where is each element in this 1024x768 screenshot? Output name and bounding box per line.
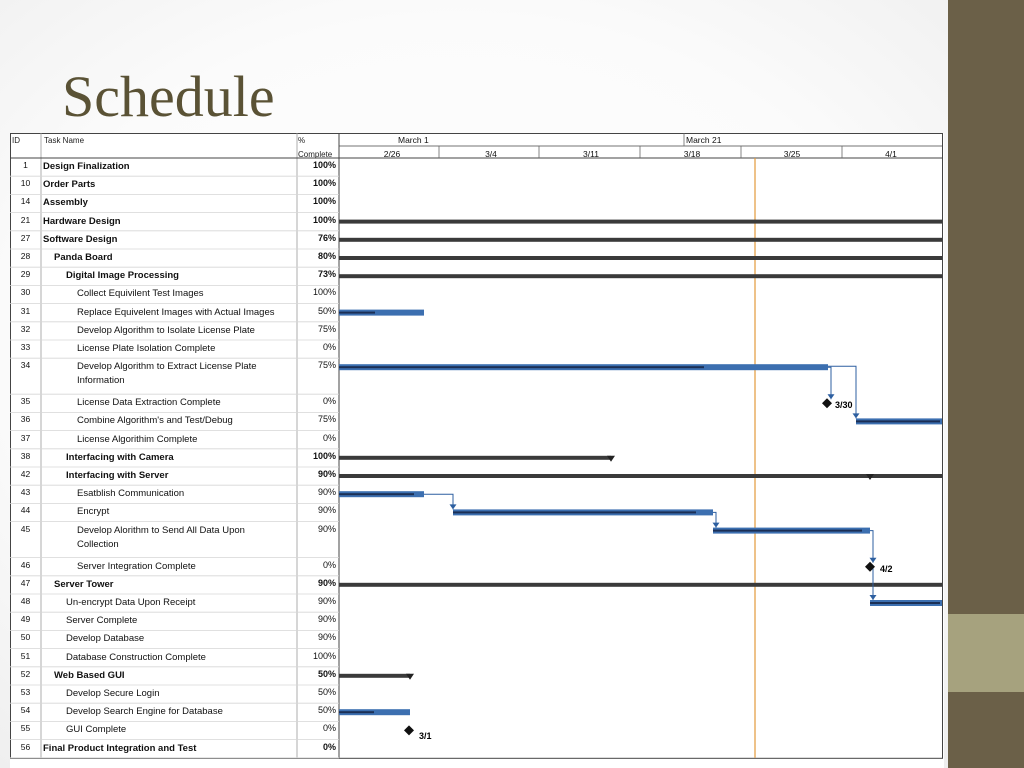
task-name: Order Parts [43,179,96,191]
task-row[interactable] [10,322,339,340]
task-name: Develop Database [66,633,145,645]
task-row[interactable] [10,594,339,612]
task-percent-complete: 90% [317,596,336,606]
dependency-arrow [870,558,877,563]
task-id: 45 [20,523,31,534]
dependency-line [424,494,453,509]
week-label: 4/1 [885,149,897,159]
task-id: 56 [20,741,31,752]
task-percent-complete: 76% [317,232,336,243]
dependency-arrow [828,394,835,399]
task-name: Interfacing with Server [66,470,169,481]
task-percent-complete: 0% [322,432,336,443]
task-row[interactable] [10,340,339,358]
task-name: Web Based GUI [54,669,125,681]
task-percent-complete: 90% [317,505,336,516]
task-id: 32 [20,323,31,334]
task-id: 48 [20,596,31,606]
task-percent-complete: 100% [312,196,336,207]
task-row[interactable] [10,194,339,212]
task-name: License Data Extraction Complete [77,397,221,409]
task-id: 34 [20,360,31,371]
task-row[interactable] [10,449,339,467]
task-percent-complete: 100% [312,650,336,661]
milestone-label: 3/30 [835,400,853,410]
header-task-name: Task Name [44,136,85,145]
task-percent-complete: 0% [322,723,336,734]
task-id: 54 [20,705,31,716]
task-id: 46 [20,559,31,570]
task-row[interactable] [10,703,339,721]
task-name: Develop Alorithm to Send All Data Upon [77,524,245,536]
task-id: 29 [20,269,31,280]
task-percent-complete: 50% [317,305,336,316]
task-id: 31 [20,305,31,316]
task-progress [870,602,940,604]
task-name: Final Product Integration and Test [43,742,197,754]
dependency-arrow [853,413,860,418]
summary-bar [339,674,410,678]
task-percent-complete: 0% [322,396,336,407]
summary-bar [339,274,942,278]
task-id: 55 [20,723,31,734]
task-row[interactable] [10,503,339,521]
task-percent-complete: 0% [322,741,336,752]
task-name: Hardware Design [43,215,121,227]
milestone-label: 4/2 [880,564,893,574]
task-row[interactable] [10,485,339,503]
task-row[interactable] [10,576,339,594]
month-label: March 1 [398,135,429,145]
task-percent-complete: 100% [312,450,336,461]
task-name: Replace Equivelent Images with Actual Images [77,306,275,318]
task-name-continued: Information [77,375,125,387]
task-row[interactable] [10,467,339,485]
task-name: Un-encrypt Data Upon Receipt [66,597,196,608]
task-row[interactable] [10,358,339,394]
task-id: 35 [20,396,31,407]
task-progress [339,711,374,713]
task-id: 37 [20,432,31,443]
task-name: Esatblish Communication [77,488,185,500]
dependency-arrow [713,523,720,528]
task-percent-complete: 90% [317,523,336,534]
task-name: Develop Algorithm to Extract License Plate [77,361,257,373]
side-accent [948,614,1024,692]
task-id: 51 [20,650,31,661]
task-id: 21 [20,214,31,225]
task-percent-complete: 90% [317,632,336,643]
task-row[interactable] [10,740,339,758]
task-row[interactable] [10,285,339,303]
summary-bar [339,456,611,460]
task-name-continued: Collection [77,538,119,550]
task-id: 30 [20,287,31,298]
task-id: 33 [20,342,31,352]
milestone-diamond [822,398,832,408]
task-percent-complete: 100% [312,160,336,170]
task-id: 14 [20,196,31,207]
task-row[interactable] [10,649,339,667]
task-row[interactable] [10,667,339,685]
task-row[interactable] [10,231,339,249]
task-name: GUI Complete [66,724,127,736]
gantt-chart [10,133,944,768]
week-label: 3/25 [783,149,801,159]
task-name: Encrypt [77,506,110,518]
task-name: Develop Secure Login [66,688,160,699]
task-name: Database Construction Complete [66,651,206,663]
summary-bar [339,220,942,224]
month-label: March 21 [686,135,722,145]
task-percent-complete: 50% [317,687,336,697]
task-percent-complete: 75% [317,414,336,425]
header-id: ID [12,136,20,145]
task-percent-complete: 90% [317,487,336,498]
header-complete: Complete [298,150,333,159]
task-id: 36 [20,414,31,425]
task-percent-complete: 73% [317,269,336,280]
task-id: 49 [20,614,31,625]
task-name: Server Tower [54,578,114,590]
summary-bar [339,583,942,587]
task-row[interactable] [10,304,339,322]
task-id: 28 [20,251,31,261]
summary-bar [339,474,942,478]
task-id: 10 [20,178,31,189]
task-row[interactable] [10,431,339,449]
task-name: Server Complete [66,615,138,627]
task-name: Interfacing with Camera [66,451,174,463]
task-id: 42 [20,469,31,479]
task-name: Develop Algorithm to Isolate License Plate [77,324,255,336]
task-percent-complete: 50% [317,668,336,679]
task-percent-complete: 50% [317,705,336,716]
dependency-arrow [450,504,457,509]
week-label: 3/11 [583,149,599,159]
dependency-line [828,366,856,418]
task-percent-complete: 100% [312,178,336,189]
task-row[interactable] [10,176,339,194]
task-row[interactable] [10,721,339,739]
task-percent-complete: 0% [322,342,336,352]
task-id: 50 [20,632,31,643]
task-row[interactable] [10,394,339,412]
task-percent-complete: 100% [312,214,336,225]
task-percent-complete: 90% [317,614,336,625]
milestone-label: 3/1 [419,731,432,741]
milestone-diamond [404,725,414,735]
task-percent-complete: 90% [317,577,336,588]
task-name: Software Design [43,233,118,245]
task-row[interactable] [10,685,339,703]
week-label: 3/4 [485,149,497,159]
task-percent-complete: 90% [317,469,336,479]
task-name: Develop Search Engine for Database [66,706,223,718]
task-row[interactable] [10,158,339,176]
task-row[interactable] [10,558,339,576]
task-id: 52 [20,668,31,679]
task-name: License Algorithim Complete [77,433,198,445]
task-id: 53 [20,687,31,697]
task-progress [713,530,862,532]
task-row[interactable] [10,612,339,630]
header-pct: % [298,136,306,145]
task-percent-complete: 0% [322,559,336,570]
task-row[interactable] [10,522,339,558]
task-id: 43 [20,487,31,498]
task-percent-complete: 80% [317,251,336,261]
dependency-arrow [870,595,877,600]
summary-bar [339,256,942,260]
task-id: 1 [23,160,28,170]
task-progress [856,420,940,422]
task-progress [339,312,375,314]
task-id: 47 [20,577,31,588]
task-name: Combine Algorithm's and Test/Debug [77,415,233,427]
task-name: Digital Image Processing [66,270,179,282]
task-id: 44 [20,505,31,516]
task-percent-complete: 75% [317,360,336,371]
task-row[interactable] [10,630,339,648]
task-name: Server Integration Complete [77,560,196,572]
summary-bar [339,238,942,242]
task-name: Collect Equivilent Test Images [77,288,204,300]
task-row[interactable] [10,249,339,267]
task-name: Panda Board [54,252,113,263]
task-progress [339,493,414,495]
task-id: 27 [20,232,31,243]
task-name: License Plate Isolation Complete [77,343,216,354]
week-label: 2/26 [383,149,401,159]
task-name: Design Finalization [43,161,130,172]
task-row[interactable] [10,412,339,430]
task-name: Assembly [43,197,88,209]
task-progress [453,511,696,513]
week-label: 3/18 [683,149,701,159]
task-row[interactable] [10,267,339,285]
task-id: 38 [20,450,31,461]
task-percent-complete: 100% [312,287,336,298]
task-row[interactable] [10,213,339,231]
task-percent-complete: 75% [317,323,336,334]
slide-title: Schedule [62,64,275,129]
task-progress [339,366,704,368]
